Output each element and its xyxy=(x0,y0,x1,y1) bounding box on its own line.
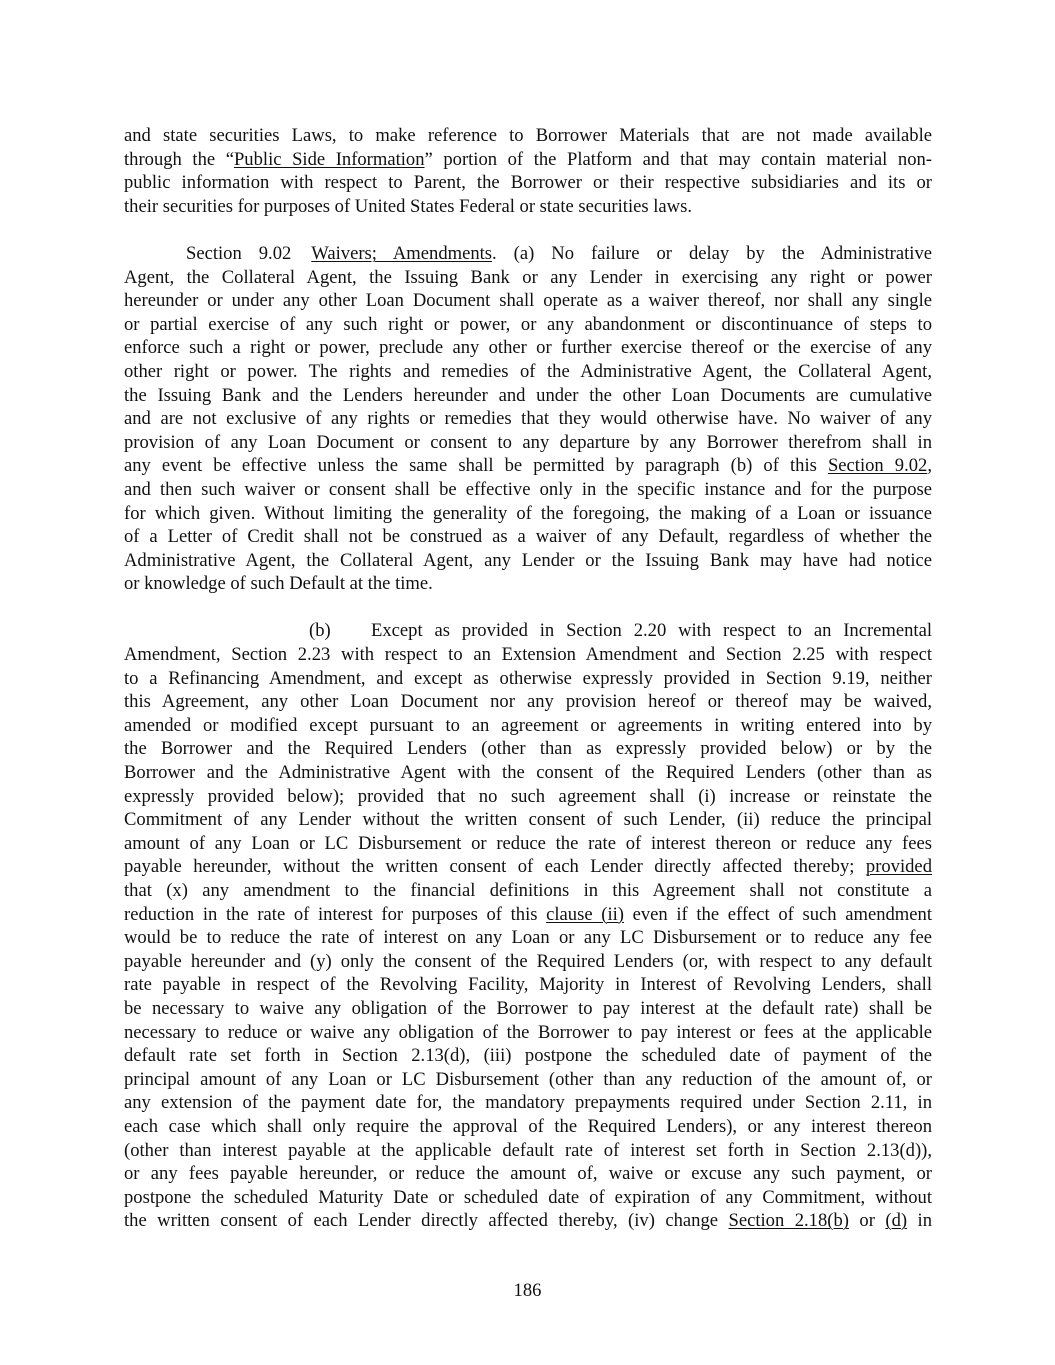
clause-label: (b) xyxy=(309,620,331,642)
text-line: that (x) any amendment to the financial definitions in this Agreement shall not constitute a xyxy=(124,880,932,901)
document-page xyxy=(124,124,932,1233)
text-line xyxy=(124,454,932,478)
text-line: and state securities Laws, to make reference to Borrower Materials that are not made available xyxy=(124,125,932,146)
text-line: would be to reduce the rate of interest on any Loan or any LC Disbursement or to reduce any fee xyxy=(124,927,932,949)
text-line: expressly provided below); provided that no such agreement shall (i) increase or reinstate the xyxy=(124,785,932,807)
text-line: Borrower and the Administrative Agent with the consent of the Required Lenders (other than as xyxy=(124,762,932,784)
text-line: any extension of the payment date for, the mandatory prepayments required under Section 2.11, in xyxy=(124,1092,932,1114)
text-line: hereunder or under any other Loan Document shall operate as a waiver thereof, nor shall any single xyxy=(124,290,932,312)
section-2-18-b-reference: Section 2.18(b) xyxy=(728,1210,849,1232)
text-fragment: even if the effect of such amendment xyxy=(623,903,932,925)
text-line: be necessary to waive any obligation of the Borrower to pay interest at the default rate) shall be xyxy=(124,997,932,1019)
text-line: of a Letter of Credit shall not be construed as a waiver of any Default, regardless of whether the xyxy=(124,526,932,548)
text-line: default rate set forth in Section 2.13(d), (iii) postpone the scheduled date of payment of the xyxy=(124,1045,932,1067)
section-title: Waivers; Amendments xyxy=(311,242,493,264)
text-line: the Borrower and the Required Lenders (other than as expressly provided below) or by the xyxy=(124,738,932,760)
text-line: payable hereunder and (y) only the consent of the Required Lenders (or, with respect to any default xyxy=(124,950,932,972)
text-line: other right or power. The rights and remedies of the Administrative Agent, the Collateral Agent, xyxy=(124,360,932,382)
text-line: or any fees payable hereunder, or reduce the amount of, waive or excuse any such payment, or xyxy=(124,1163,932,1185)
text-line: (other than interest payable at the applicable default rate of interest set forth in Section 2.13(d)), xyxy=(124,1139,932,1161)
text-line: Agent, the Collateral Agent, the Issuing Bank or any Lender in exercising any right or power xyxy=(124,266,932,288)
text-line: Administrative Agent, the Collateral Agent, any Lender or the Issuing Bank may have had notice xyxy=(124,549,932,571)
text-line: to a Refinancing Amendment, and except as otherwise expressly provided in Section 9.19, neither xyxy=(124,667,932,689)
text-fragment: ” portion of the Platform and that may contain material non- xyxy=(424,148,932,170)
text-line: or partial exercise of any such right or power, or any abandonment or discontinuance of steps to xyxy=(124,313,932,335)
section-9-02-reference: Section 9.02 xyxy=(827,455,928,477)
clause-ii-reference: clause (ii) xyxy=(546,903,624,925)
text-line: Commitment of any Lender without the written consent of such Lender, (ii) reduce the principal xyxy=(124,809,932,831)
text-line: enforce such a right or power, preclude any other or further exercise thereof or the exercise of any xyxy=(124,337,932,359)
section-9-02-paragraph xyxy=(124,242,932,596)
text-line: this Agreement, any other Loan Document nor any provision hereof or thereof may be waived, xyxy=(124,691,932,713)
text-line xyxy=(124,148,932,172)
text-fragment: or xyxy=(848,1210,886,1232)
paragraph-gap xyxy=(124,218,932,242)
paragraph-securities-laws xyxy=(124,124,932,218)
section-number: Section 9.02 xyxy=(186,242,292,264)
text-line: amount of any Loan or LC Disbursement or reduce the rate of interest thereon or reduce any fees xyxy=(124,832,932,854)
text-line: provision of any Loan Document or consent to any departure by any Borrower therefrom shall in xyxy=(124,431,932,453)
text-fragment: Except as provided in Section 2.20 with respect to an Incremental xyxy=(371,620,932,642)
text-line: or knowledge of such Default at the time. xyxy=(124,573,433,595)
section-heading-line xyxy=(124,242,932,266)
text-line: amended or modified except pursuant to an agreement or agreements in writing entered into by xyxy=(124,714,932,736)
text-line: the Issuing Bank and the Lenders hereunder and under the other Loan Documents are cumulative xyxy=(124,384,932,406)
text-fragment: reduction in the rate of interest for purposes of this xyxy=(124,903,547,925)
clause-d-reference: (d) xyxy=(885,1210,908,1232)
text-line xyxy=(124,855,932,879)
page-number: 186 xyxy=(513,1280,542,1301)
text-line: for which given. Without limiting the generality of the foregoing, the making of a Loan or issuance xyxy=(124,502,932,524)
text-line: and are not exclusive of any rights or remedies that they would otherwise have. No waiver of any xyxy=(124,408,932,430)
text-line: Amendment, Section 2.23 with respect to an Extension Amendment and Section 2.25 with respect xyxy=(124,644,932,666)
text-line: principal amount of any Loan or LC Disbursement (other than any reduction of the amount of, or xyxy=(124,1068,932,1090)
text-line: each case which shall only require the approval of the Required Lenders), or any interest thereon xyxy=(124,1115,932,1137)
text-fragment: the written consent of each Lender directly affected thereby, (iv) change xyxy=(124,1210,729,1232)
text-line: and then such waiver or consent shall be effective only in the specific instance and for the purpose xyxy=(124,478,932,500)
text-fragment: in xyxy=(907,1210,932,1232)
text-line: necessary to reduce or waive any obligation of the Borrower to pay interest or fees at the applicable xyxy=(124,1021,932,1043)
text-line: postpone the scheduled Maturity Date or scheduled date of expiration of any Commitment, without xyxy=(124,1186,932,1208)
text-line xyxy=(124,1209,932,1233)
text-line: rate payable in respect of the Revolving Facility, Majority in Interest of Revolving Lenders, shall xyxy=(124,974,932,996)
public-side-information-term: Public Side Information xyxy=(233,148,425,170)
text-line xyxy=(124,903,932,927)
text-fragment: , xyxy=(927,455,932,477)
text-fragment: payable hereunder, without the written consent of each Lender directly affected thereby; xyxy=(124,856,866,878)
text-line: their securities for purposes of United States Federal or state securities laws. xyxy=(124,195,692,217)
provided-term: provided xyxy=(865,856,932,878)
text-line: public information with respect to Parent, the Borrower or their respective subsidiaries and its or xyxy=(124,172,932,194)
text-fragment: any event be effective unless the same shall be permitted by paragraph (b) of this xyxy=(124,455,828,477)
paragraph-gap xyxy=(124,596,932,620)
clause-b-first-line xyxy=(124,619,932,643)
text-fragment: . (a) No failure or delay by the Administrative xyxy=(492,242,932,264)
text-fragment: through the “ xyxy=(124,148,234,170)
clause-b-paragraph xyxy=(124,619,932,1232)
